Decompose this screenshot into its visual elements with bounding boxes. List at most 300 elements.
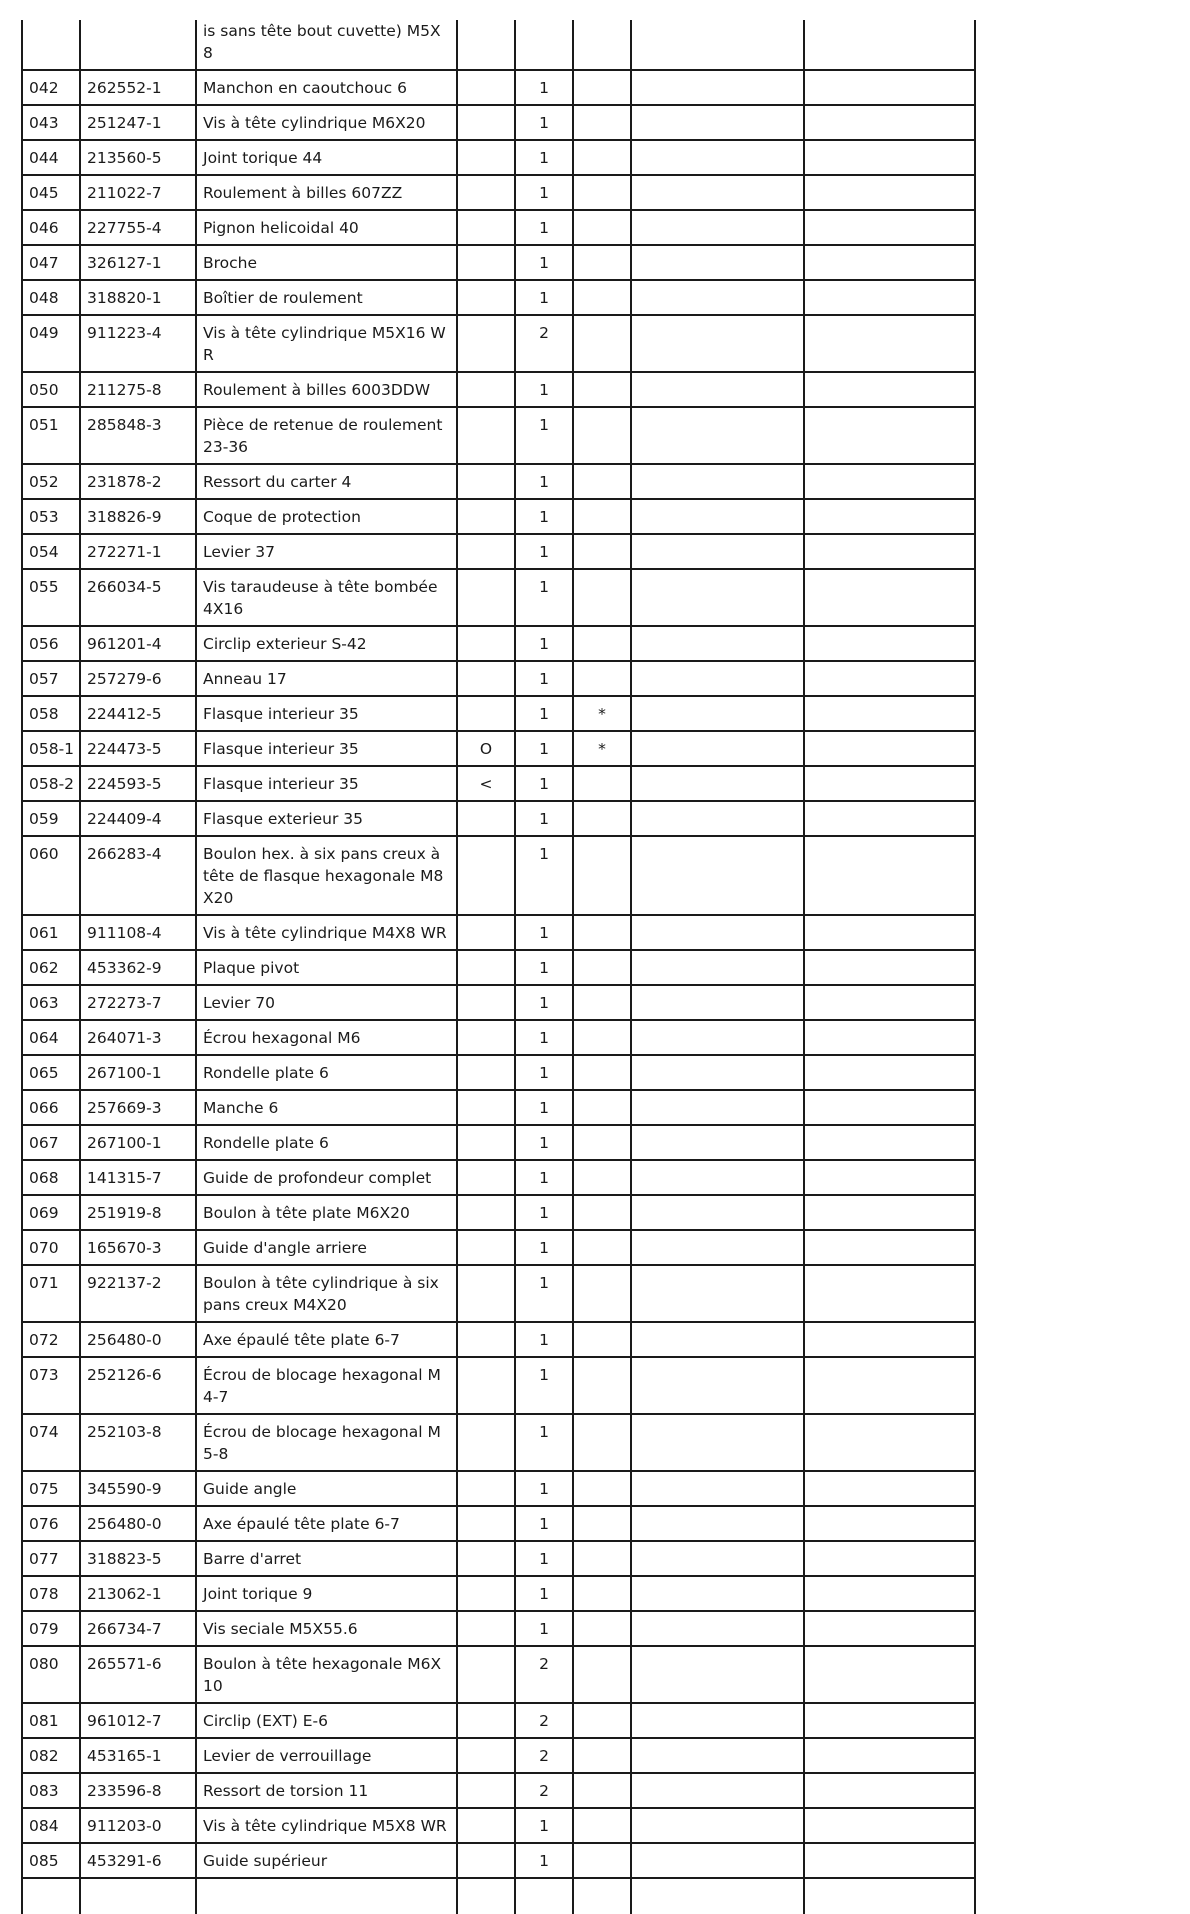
remarks-cell	[631, 1576, 804, 1611]
description-cell: Vis à tête cylindrique M4X8 WR	[196, 915, 457, 950]
description-cell: Écrou de blocage hexagonal M5-8	[196, 1414, 457, 1471]
table-row	[22, 175, 975, 210]
extra-cell	[804, 1195, 975, 1230]
quantity-cell: 1	[515, 696, 573, 731]
extra-cell	[804, 1611, 975, 1646]
item-number-cell: 069	[22, 1195, 80, 1230]
note-cell	[573, 1738, 631, 1773]
table-row	[22, 210, 975, 245]
item-number-cell: 055	[22, 569, 80, 626]
remarks-cell	[631, 569, 804, 626]
note-cell	[573, 1471, 631, 1506]
remarks-cell	[631, 1506, 804, 1541]
item-number-cell: 046	[22, 210, 80, 245]
table-row	[22, 801, 975, 836]
quantity-cell: 1	[515, 70, 573, 105]
part-number-cell: 251247-1	[80, 105, 196, 140]
marker-cell	[457, 1020, 515, 1055]
marker-cell	[457, 1576, 515, 1611]
table-row	[22, 569, 975, 626]
marker-cell	[457, 1125, 515, 1160]
table-row	[22, 1611, 975, 1646]
description-cell: Manche 6	[196, 1090, 457, 1125]
extra-cell	[804, 915, 975, 950]
marker-cell	[457, 1230, 515, 1265]
remarks-cell	[631, 280, 804, 315]
remarks-cell	[631, 915, 804, 950]
marker-cell	[457, 801, 515, 836]
description-cell: Anneau 17	[196, 661, 457, 696]
quantity-cell: 1	[515, 1576, 573, 1611]
extra-cell	[804, 569, 975, 626]
table-row	[22, 1773, 975, 1808]
item-number-cell: 062	[22, 950, 80, 985]
remarks-cell	[631, 801, 804, 836]
description-cell: Axe épaulé tête plate 6-7	[196, 1506, 457, 1541]
quantity-cell: 1	[515, 1125, 573, 1160]
part-number-cell	[80, 20, 196, 70]
note-cell	[573, 1265, 631, 1322]
part-number-cell: 264071-3	[80, 1020, 196, 1055]
item-number-cell: 056	[22, 626, 80, 661]
item-number-cell: 060	[22, 836, 80, 915]
quantity-cell: 2	[515, 1703, 573, 1738]
note-cell	[573, 372, 631, 407]
remarks-cell	[631, 1055, 804, 1090]
description-cell: Pièce de retenue de roulement 23-36	[196, 407, 457, 464]
part-number-cell: 961201-4	[80, 626, 196, 661]
extra-cell	[804, 1646, 975, 1703]
item-number-cell: 074	[22, 1414, 80, 1471]
remarks-cell	[631, 210, 804, 245]
item-number-cell: 042	[22, 70, 80, 105]
marker-cell	[457, 1160, 515, 1195]
note-cell	[573, 175, 631, 210]
note-cell	[573, 1357, 631, 1414]
item-number-cell: 072	[22, 1322, 80, 1357]
quantity-cell: 1	[515, 245, 573, 280]
quantity-cell: 1	[515, 1808, 573, 1843]
extra-cell	[804, 534, 975, 569]
note-cell	[573, 950, 631, 985]
parts-table-body	[22, 20, 975, 1914]
remarks-cell	[631, 245, 804, 280]
extra-cell	[804, 140, 975, 175]
marker-cell	[457, 915, 515, 950]
quantity-cell: 1	[515, 731, 573, 766]
description-cell: Guide d'angle arriere	[196, 1230, 457, 1265]
description-cell: Circlip (EXT) E-6	[196, 1703, 457, 1738]
description-cell: Flasque interieur 35	[196, 731, 457, 766]
note-cell	[573, 407, 631, 464]
part-number-cell: 251919-8	[80, 1195, 196, 1230]
description-cell: Broche	[196, 245, 457, 280]
note-cell	[573, 1160, 631, 1195]
description-cell: Coque de protection	[196, 499, 457, 534]
extra-cell	[804, 950, 975, 985]
remarks-cell	[631, 731, 804, 766]
description-cell: Joint torique 44	[196, 140, 457, 175]
note-cell	[573, 315, 631, 372]
table-row	[22, 1646, 975, 1703]
marker-cell	[457, 70, 515, 105]
remarks-cell	[631, 1090, 804, 1125]
note-cell: *	[573, 696, 631, 731]
part-number-cell: 453165-1	[80, 1738, 196, 1773]
quantity-cell: 1	[515, 801, 573, 836]
item-number-cell: 077	[22, 1541, 80, 1576]
marker-cell	[457, 1055, 515, 1090]
part-number-cell: 266283-4	[80, 836, 196, 915]
note-cell	[573, 464, 631, 499]
item-number-cell: 044	[22, 140, 80, 175]
quantity-cell: 1	[515, 1506, 573, 1541]
extra-cell	[804, 1230, 975, 1265]
description-cell: Joint torique 9	[196, 1576, 457, 1611]
note-cell	[573, 801, 631, 836]
quantity-cell: 1	[515, 499, 573, 534]
part-number-cell: 231878-2	[80, 464, 196, 499]
quantity-cell: 1	[515, 626, 573, 661]
remarks-cell	[631, 766, 804, 801]
table-row	[22, 731, 975, 766]
extra-cell	[804, 1808, 975, 1843]
part-number-cell: 318826-9	[80, 499, 196, 534]
extra-cell	[804, 407, 975, 464]
extra-cell	[804, 1090, 975, 1125]
extra-cell	[804, 1160, 975, 1195]
note-cell	[573, 1843, 631, 1878]
part-number-cell: 453291-6	[80, 1843, 196, 1878]
extra-cell	[804, 499, 975, 534]
extra-cell	[804, 1576, 975, 1611]
quantity-cell: 1	[515, 1611, 573, 1646]
table-row	[22, 915, 975, 950]
marker-cell	[457, 1414, 515, 1471]
remarks-cell	[631, 1541, 804, 1576]
extra-cell	[804, 1020, 975, 1055]
marker-cell	[457, 372, 515, 407]
note-cell	[573, 1611, 631, 1646]
marker-cell	[457, 464, 515, 499]
extra-cell	[804, 1471, 975, 1506]
item-number-cell: 080	[22, 1646, 80, 1703]
quantity-cell: 1	[515, 407, 573, 464]
item-number-cell: 075	[22, 1471, 80, 1506]
extra-cell	[804, 1322, 975, 1357]
description-cell: Levier de verrouillage	[196, 1738, 457, 1773]
table-row	[22, 1843, 975, 1878]
marker-cell	[457, 1090, 515, 1125]
extra-cell	[804, 210, 975, 245]
extra-cell	[804, 836, 975, 915]
marker-cell	[457, 1843, 515, 1878]
item-number-cell	[22, 1878, 80, 1914]
note-cell	[573, 534, 631, 569]
extra-cell	[804, 70, 975, 105]
item-number-cell: 058	[22, 696, 80, 731]
quantity-cell: 1	[515, 1414, 573, 1471]
remarks-cell	[631, 534, 804, 569]
marker-cell	[457, 1322, 515, 1357]
description-cell: Axe épaulé tête plate 6-7	[196, 1322, 457, 1357]
extra-cell	[804, 1773, 975, 1808]
part-number-cell: 265571-6	[80, 1646, 196, 1703]
item-number-cell: 050	[22, 372, 80, 407]
extra-cell	[804, 1738, 975, 1773]
extra-cell	[804, 1541, 975, 1576]
extra-cell	[804, 20, 975, 70]
remarks-cell	[631, 1843, 804, 1878]
quantity-cell: 1	[515, 766, 573, 801]
part-number-cell: 266034-5	[80, 569, 196, 626]
marker-cell	[457, 499, 515, 534]
part-number-cell: 922137-2	[80, 1265, 196, 1322]
item-number-cell: 083	[22, 1773, 80, 1808]
quantity-cell: 1	[515, 985, 573, 1020]
table-row	[22, 407, 975, 464]
table-row	[22, 1265, 975, 1322]
description-cell: Barre d'arret	[196, 1541, 457, 1576]
note-cell	[573, 70, 631, 105]
note-cell	[573, 915, 631, 950]
table-row	[22, 1808, 975, 1843]
marker-cell	[457, 315, 515, 372]
marker-cell	[457, 1471, 515, 1506]
description-cell: Boulon à tête cylindrique à six pans creux M4X20	[196, 1265, 457, 1322]
extra-cell	[804, 1357, 975, 1414]
note-cell	[573, 499, 631, 534]
quantity-cell: 1	[515, 534, 573, 569]
note-cell	[573, 766, 631, 801]
marker-cell	[457, 210, 515, 245]
part-number-cell: 262552-1	[80, 70, 196, 105]
marker-cell	[457, 985, 515, 1020]
quantity-cell: 1	[515, 280, 573, 315]
remarks-cell	[631, 1808, 804, 1843]
part-number-cell: 272273-7	[80, 985, 196, 1020]
marker-cell	[457, 175, 515, 210]
part-number-cell: 272271-1	[80, 534, 196, 569]
item-number-cell: 079	[22, 1611, 80, 1646]
table-row	[22, 280, 975, 315]
marker-cell: <	[457, 766, 515, 801]
item-number-cell: 085	[22, 1843, 80, 1878]
table-row	[22, 1576, 975, 1611]
quantity-cell: 1	[515, 140, 573, 175]
description-cell: Vis seciale M5X55.6	[196, 1611, 457, 1646]
part-number-cell: 211275-8	[80, 372, 196, 407]
marker-cell	[457, 1357, 515, 1414]
extra-cell	[804, 1843, 975, 1878]
part-number-cell: 165670-3	[80, 1230, 196, 1265]
part-number-cell: 911108-4	[80, 915, 196, 950]
table-row	[22, 1230, 975, 1265]
remarks-cell	[631, 1611, 804, 1646]
remarks-cell	[631, 1357, 804, 1414]
description-cell: Flasque exterieur 35	[196, 801, 457, 836]
item-number-cell: 081	[22, 1703, 80, 1738]
marker-cell	[457, 1541, 515, 1576]
description-cell: Écrou hexagonal M6	[196, 1020, 457, 1055]
part-number-cell: 266734-7	[80, 1611, 196, 1646]
part-number-cell: 224412-5	[80, 696, 196, 731]
marker-cell	[457, 1265, 515, 1322]
item-number-cell: 084	[22, 1808, 80, 1843]
description-cell: Roulement à billes 607ZZ	[196, 175, 457, 210]
part-number-cell: 252126-6	[80, 1357, 196, 1414]
item-number-cell: 068	[22, 1160, 80, 1195]
extra-cell	[804, 1506, 975, 1541]
item-number-cell: 058-2	[22, 766, 80, 801]
marker-cell	[457, 105, 515, 140]
marker-cell	[457, 1611, 515, 1646]
part-number-cell: 285848-3	[80, 407, 196, 464]
part-number-cell: 267100-1	[80, 1125, 196, 1160]
quantity-cell: 2	[515, 1738, 573, 1773]
table-row	[22, 105, 975, 140]
part-number-cell: 345590-9	[80, 1471, 196, 1506]
note-cell	[573, 626, 631, 661]
item-number-cell: 067	[22, 1125, 80, 1160]
note-cell	[573, 1773, 631, 1808]
quantity-cell: 1	[515, 464, 573, 499]
table-row	[22, 1160, 975, 1195]
item-number-cell: 066	[22, 1090, 80, 1125]
remarks-cell	[631, 175, 804, 210]
note-cell	[573, 1703, 631, 1738]
quantity-cell: 1	[515, 1541, 573, 1576]
extra-cell	[804, 1265, 975, 1322]
remarks-cell	[631, 1125, 804, 1160]
remarks-cell	[631, 1773, 804, 1808]
note-cell	[573, 836, 631, 915]
note-cell	[573, 985, 631, 1020]
note-cell	[573, 661, 631, 696]
part-number-cell: 213062-1	[80, 1576, 196, 1611]
marker-cell	[457, 569, 515, 626]
marker-cell	[457, 20, 515, 70]
item-number-cell: 082	[22, 1738, 80, 1773]
table-row	[22, 1357, 975, 1414]
remarks-cell	[631, 499, 804, 534]
item-number-cell: 065	[22, 1055, 80, 1090]
quantity-cell: 1	[515, 1471, 573, 1506]
part-number-cell: 911223-4	[80, 315, 196, 372]
description-cell: Manchon en caoutchouc 6	[196, 70, 457, 105]
remarks-cell	[631, 661, 804, 696]
description-cell: Boulon hex. à six pans creux à tête de flasque hexagonale M8X20	[196, 836, 457, 915]
marker-cell	[457, 696, 515, 731]
note-cell	[573, 140, 631, 175]
table-row	[22, 766, 975, 801]
table-row	[22, 1125, 975, 1160]
remarks-cell	[631, 696, 804, 731]
table-row	[22, 1703, 975, 1738]
quantity-cell: 1	[515, 1322, 573, 1357]
table-row	[22, 950, 975, 985]
note-cell	[573, 1506, 631, 1541]
quantity-cell	[515, 20, 573, 70]
description-cell: Guide supérieur	[196, 1843, 457, 1878]
table-row	[22, 985, 975, 1020]
item-number-cell: 051	[22, 407, 80, 464]
quantity-cell	[515, 1878, 573, 1914]
note-cell	[573, 1541, 631, 1576]
marker-cell	[457, 1738, 515, 1773]
description-cell: Boîtier de roulement	[196, 280, 457, 315]
item-number-cell: 059	[22, 801, 80, 836]
note-cell	[573, 1125, 631, 1160]
quantity-cell: 1	[515, 950, 573, 985]
remarks-cell	[631, 1738, 804, 1773]
note-cell	[573, 245, 631, 280]
remarks-cell	[631, 1160, 804, 1195]
extra-cell	[804, 175, 975, 210]
quantity-cell: 1	[515, 1195, 573, 1230]
description-cell: Flasque interieur 35	[196, 766, 457, 801]
table-row	[22, 1878, 975, 1914]
part-number-cell: 211022-7	[80, 175, 196, 210]
table-row	[22, 372, 975, 407]
note-cell	[573, 1090, 631, 1125]
remarks-cell	[631, 464, 804, 499]
description-cell: Boulon à tête hexagonale M6X10	[196, 1646, 457, 1703]
item-number-cell: 078	[22, 1576, 80, 1611]
remarks-cell	[631, 626, 804, 661]
table-row	[22, 1471, 975, 1506]
remarks-cell	[631, 20, 804, 70]
part-number-cell: 213560-5	[80, 140, 196, 175]
note-cell	[573, 1055, 631, 1090]
remarks-cell	[631, 1322, 804, 1357]
quantity-cell: 1	[515, 1230, 573, 1265]
note-cell	[573, 210, 631, 245]
quantity-cell: 1	[515, 1160, 573, 1195]
item-number-cell: 053	[22, 499, 80, 534]
remarks-cell	[631, 950, 804, 985]
remarks-cell	[631, 1230, 804, 1265]
remarks-cell	[631, 1414, 804, 1471]
extra-cell	[804, 661, 975, 696]
quantity-cell: 2	[515, 315, 573, 372]
table-row	[22, 70, 975, 105]
description-cell: Vis à tête cylindrique M6X20	[196, 105, 457, 140]
remarks-cell	[631, 1195, 804, 1230]
extra-cell	[804, 626, 975, 661]
description-cell: Levier 70	[196, 985, 457, 1020]
extra-cell	[804, 801, 975, 836]
item-number-cell: 061	[22, 915, 80, 950]
extra-cell	[804, 372, 975, 407]
marker-cell	[457, 140, 515, 175]
description-cell: Guide de profondeur complet	[196, 1160, 457, 1195]
table-row	[22, 661, 975, 696]
marker-cell	[457, 1773, 515, 1808]
extra-cell	[804, 1055, 975, 1090]
item-number-cell: 063	[22, 985, 80, 1020]
remarks-cell	[631, 1703, 804, 1738]
extra-cell	[804, 315, 975, 372]
extra-cell	[804, 1125, 975, 1160]
item-number-cell: 073	[22, 1357, 80, 1414]
description-cell: Ressort du carter 4	[196, 464, 457, 499]
part-number-cell: 224473-5	[80, 731, 196, 766]
remarks-cell	[631, 836, 804, 915]
table-row	[22, 1322, 975, 1357]
extra-cell	[804, 766, 975, 801]
item-number-cell: 057	[22, 661, 80, 696]
